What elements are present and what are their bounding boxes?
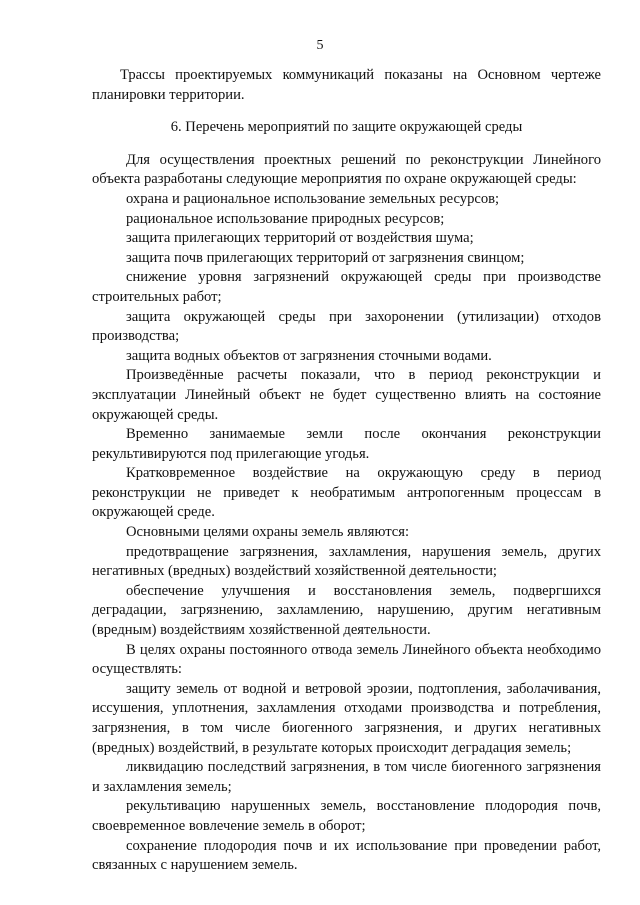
paragraph: сохранение плодородия почв и их использование при проведении работ, связанных с нарушением земель.	[92, 837, 601, 874]
paragraph: ликвидацию последствий загрязнения, в том числе биогенного загрязнения и захламления земель;	[92, 759, 601, 795]
paragraph: Кратковременное воздействие на окружающую среду в период реконструкции не приведет к необратимым антропогенным процессам в окружающей среде.	[92, 465, 601, 521]
paragraph: обеспечение улучшения и восстановления земель, подвергшихся деградации, загрязнению, захламлению, нарушению, другим негативным (вредным) воздействиям хозяйственной деятельности.	[92, 582, 601, 639]
paragraph: Временно занимаемые земли после окончания реконструкции рекультивируются под прилегающие угодья.	[92, 426, 601, 462]
paragraph: Для осуществления проектных решений по реконструкции Линейного объекта разработаны следующие мероприятия по охране окружающей среды:	[92, 151, 601, 188]
paragraph: рациональное использование природных ресурсов;	[126, 210, 445, 227]
intro-paragraph: Трассы проектируемых коммуникаций показаны на Основном чертеже планировки территории.	[92, 67, 601, 103]
paragraph: В целях охраны постоянного отвода земель Линейного объекта необходимо осуществлять:	[92, 641, 601, 678]
paragraph: защита почв прилегающих территорий от загрязнения свинцом;	[126, 249, 525, 266]
paragraph: Основными целями охраны земель являются:	[126, 524, 410, 541]
paragraph: рекультивацию нарушенных земель, восстановление плодородия почв, своевременное вовлечение земель в оборот;	[92, 798, 601, 834]
paragraph: снижение уровня загрязнений окружающей среды при производстве строительных работ;	[92, 269, 601, 305]
document-body	[92, 66, 601, 876]
paragraph: защиту земель от водной и ветровой эрозии, подтопления, заболачивания, иссушения, уплотнения, захламления отходами производства и потребления, загрязнения, в том числе биогенного загрязнения, и других негативных (вредных) воздействий, в результате которых происходит деградация земель;	[92, 680, 601, 756]
section-heading: 6. Перечень мероприятий по защите окружающей среды	[170, 119, 523, 136]
paragraph: защита окружающей среды при захоронении (утилизации) отходов производства;	[92, 308, 601, 345]
page-number: 5	[316, 38, 324, 53]
paragraph: охрана и рациональное использование земельных ресурсов;	[126, 190, 500, 207]
paragraph: защита прилегающих территорий от воздействия шума;	[126, 230, 474, 247]
paragraph: предотвращение загрязнения, захламления, нарушения земель, других негативных (вредных) воздействий хозяйственной деятельности;	[92, 543, 601, 580]
paragraph: Произведённые расчеты показали, что в период реконструкции и эксплуатации Линейный объект не будет существенно влиять на состояние окружающей среды.	[92, 367, 601, 423]
paragraph: защита водных объектов от загрязнения сточными водами.	[126, 347, 492, 364]
